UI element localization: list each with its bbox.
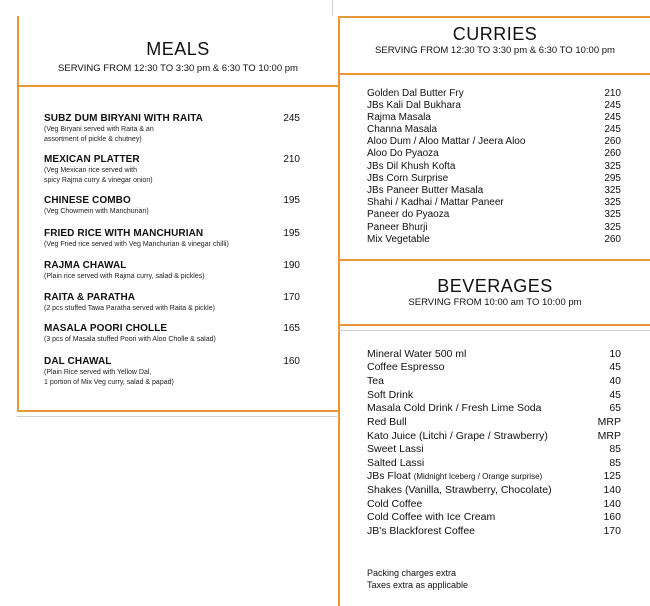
curry-row: JBs Dil Khush Kofta 325 (367, 161, 621, 172)
beverages-title: BEVERAGES (437, 276, 553, 296)
meal-item (44, 228, 304, 250)
meal-item (44, 323, 304, 345)
curries-title: CURRIES (452, 24, 538, 44)
meal-item (44, 195, 304, 217)
beverage-row: JBs Float (Midnight Iceberg / Orange surprise) 125 (367, 470, 621, 482)
meals-bottom-shadow (17, 416, 337, 417)
meal-item (44, 260, 304, 282)
curries-header-divider (338, 73, 650, 75)
meals-header-divider (17, 85, 339, 87)
curry-row: Channa Masala 245 (367, 124, 621, 135)
meal-description: (Veg Fried rice served with Veg Manchurian & vinegar chilli) (44, 241, 229, 248)
meal-item (44, 356, 304, 388)
beverages-header-divider (338, 324, 650, 326)
meal-price: 160 (283, 356, 300, 367)
beverage-row: Sweet Lassi 85 (367, 443, 621, 455)
beverages-serving-time: SERVING FROM 10:00 am TO 10:00 pm (408, 297, 582, 308)
curry-row: Paneer do Pyaoza 325 (367, 209, 621, 220)
meal-price: 190 (283, 260, 300, 271)
curry-row: Paneer Bhurji 325 (367, 222, 621, 233)
meal-item (44, 292, 304, 314)
left-column-border (17, 16, 19, 412)
beverage-row: Cold Coffee 140 (367, 498, 621, 510)
meal-description: (Plain rice served with Rajma curry, salad & pickles) (44, 273, 205, 280)
beverage-row: Kato Juice (Litchi / Grape / Strawberry) MRP (367, 430, 621, 442)
beverage-row: Cold Coffee with Ice Cream 160 (367, 511, 621, 523)
meal-description: (3 pcs of Masala stuffed Poori with Aloo Cholle & salad) (44, 336, 216, 343)
top-left-edge (332, 0, 333, 16)
curry-row: Shahi / Kadhai / Mattar Paneer 325 (367, 197, 621, 208)
meals-bottom-border (17, 410, 339, 412)
meal-name: RAJMA CHAWAL (44, 260, 127, 271)
beverage-row: Coffee Espresso 45 (367, 361, 621, 373)
meal-name: CHINESE COMBO (44, 195, 131, 206)
meal-item (44, 113, 304, 145)
meal-name: RAITA & PARATHA (44, 292, 136, 303)
tax-note: Taxes extra as applicable (367, 580, 469, 590)
curry-row: JBs Corn Surprise 295 (367, 173, 621, 184)
beverage-row: Mineral Water 500 ml 10 (367, 348, 621, 360)
meal-name: SUBZ DUM BIRYANI WITH RAITA (44, 113, 203, 124)
meal-name: MEXICAN PLATTER (44, 154, 140, 165)
beverage-row: Red Bull MRP (367, 416, 621, 428)
meals-serving-time: SERVING FROM 12:30 TO 3:30 pm & 6:30 TO 10:00 pm (58, 63, 298, 74)
meals-title: MEALS (146, 39, 210, 59)
meal-description: (Veg Chowmein with Manchurian) (44, 208, 149, 215)
curry-row: Aloo Dum / Aloo Mattar / Jeera Aloo 260 (367, 136, 621, 147)
meal-description: (2 pcs stuffed Tawa Paratha served with Raita & pickle) (44, 305, 215, 312)
meal-description: (Veg Mexican rice served with spicy Rajma curry & vinegar onion) (44, 167, 153, 184)
beverage-row: Masala Cold Drink / Fresh Lime Soda 65 (367, 402, 621, 414)
beverage-row: Salted Lassi 85 (367, 457, 621, 469)
beverage-row: Tea 40 (367, 375, 621, 387)
meal-description: (Veg Biryani served with Raita & an assortment of pickle & chutney) (44, 126, 154, 143)
meal-name: FRIED RICE WITH MANCHURIAN (44, 228, 204, 239)
meal-price: 165 (283, 323, 300, 334)
curry-row: Golden Dal Butter Fry 210 (367, 88, 621, 99)
beverage-row: Shakes (Vanilla, Strawberry, Chocolate) 140 (367, 484, 621, 496)
meal-price: 195 (283, 195, 300, 206)
meal-name: DAL CHAWAL (44, 356, 112, 367)
packing-note: Packing charges extra (367, 568, 457, 578)
beverage-row: JB's Blackforest Coffee 170 (367, 525, 621, 537)
beverages-header-shadow (338, 330, 650, 331)
beverage-row: Soft Drink 45 (367, 389, 621, 401)
beverage-note: (Midnight Iceberg / Orange surprise) (413, 472, 543, 481)
curry-row: Rajma Masala 245 (367, 112, 621, 123)
meal-name: MASALA POORI CHOLLE (44, 323, 168, 334)
meal-price: 245 (283, 113, 300, 124)
meal-price: 170 (283, 292, 300, 303)
top-right-border (338, 16, 650, 18)
meal-price: 195 (283, 228, 300, 239)
curry-row: Mix Vegetable 260 (367, 234, 621, 245)
meal-description: (Plain Rice served with Yellow Dal, 1 portion of Mix Veg curry, salad & papad) (44, 369, 174, 386)
curries-serving-time: SERVING FROM 12:30 TO 3:30 pm & 6:30 TO 10:00 pm (375, 45, 615, 56)
curry-row: Aloo Do Pyaoza 260 (367, 148, 621, 159)
curry-row: JBs Kali Dal Bukhara 245 (367, 100, 621, 111)
right-column-border (338, 16, 340, 606)
curries-bottom-border (338, 259, 650, 261)
curry-row: JBs Paneer Butter Masala 325 (367, 185, 621, 196)
meal-price: 210 (283, 154, 300, 165)
meal-item (44, 154, 304, 186)
